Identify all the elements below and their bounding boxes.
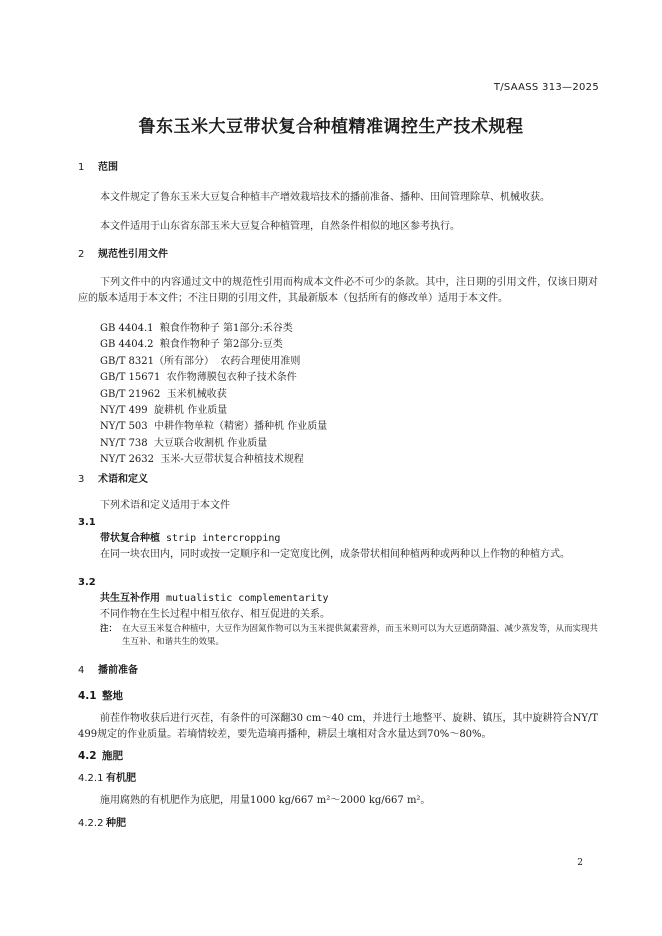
reference-item: GB/T 21962 玉米机械收获 — [100, 388, 227, 400]
reference-item: NY/T 738 大豆联合收割机 作业质量 — [100, 437, 268, 449]
tillage-paragraph: 前茬作物收获后进行灭茬，有条件的可深翻30 cm～40 cm，并进行土地整平、旋耕、镇压，其中旋耕符合NY/T 499规定的作业质量。若墒情较差，要先造墒再播种，耕层土壤相对含水量达到70%～80%。 — [78, 713, 598, 740]
section-heading-scope: 1 范围 — [78, 162, 118, 173]
references-intro: 下列文件中的内容通过文中的规范性引用而构成本文件必不可少的条款。其中，注日期的引用文件，仅该日期对应的版本适用于本文件；不注日期的引用文件，其最新版本（包括所有的修改单）适用于本文件。 — [78, 277, 598, 304]
page-number: 2 — [577, 858, 583, 868]
note-label: 注： — [100, 624, 118, 634]
section-heading-references: 2 规范性引用文件 — [78, 249, 168, 260]
term-title: 共生互补作用 mutualistic complementarity — [100, 593, 329, 604]
reference-item: GB/T 8321（所有部分） 农药合理使用准则 — [100, 355, 301, 367]
section-heading-terms: 3 术语和定义 — [78, 474, 148, 485]
reference-item: GB/T 15671 农作物薄膜包衣种子技术条件 — [100, 372, 297, 384]
term-number: 3.2 — [78, 577, 96, 588]
reference-item: NY/T 2632 玉米-大豆带状复合种植技术规程 — [100, 454, 304, 466]
scope-paragraph-1: 本文件规定了鲁东玉米大豆复合种植丰产增效栽培技术的播前准备、播种、田间管理除草、机械收获。 — [100, 192, 550, 203]
subsection-heading-4-1: 4.1 整地 — [78, 690, 123, 702]
scope-paragraph-2: 本文件适用于山东省东部玉米大豆复合种植管理，自然条件相似的地区参考执行。 — [100, 221, 460, 232]
organic-fertilizer-paragraph: 施用腐熟的有机肥作为底肥，用量1000 kg/667 m²～2000 kg/667 m²。 — [100, 795, 431, 806]
subsection-heading-4-2-1: 4.2.1 有机肥 — [78, 773, 136, 784]
reference-item: NY/T 499 旋耕机 作业质量 — [100, 405, 228, 417]
terms-intro: 下列术语和定义适用于本文件 — [100, 500, 230, 511]
term-3-1 — [78, 515, 598, 563]
reference-list — [78, 321, 598, 469]
section-heading-preparation: 4 播前准备 — [78, 665, 138, 676]
term-number: 3.1 — [78, 517, 96, 528]
reference-item: GB 4404.1 粮食作物种子 第1部分:禾谷类 — [100, 323, 293, 334]
standard-number: T/SAASS 313—2025 — [493, 82, 599, 93]
term-3-2 — [78, 575, 598, 649]
subsection-heading-4-2: 4.2 施肥 — [78, 750, 123, 762]
term-note — [78, 623, 598, 649]
reference-item: NY/T 503 中耕作物单粒（精密）播种机 作业质量 — [100, 421, 328, 433]
term-title: 带状复合种植 strip intercropping — [100, 533, 281, 544]
document-title: 鲁东玉米大豆带状复合种植精准调控生产技术规程 — [138, 117, 524, 137]
reference-item: GB 4404.2 粮食作物种子 第2部分:豆类 — [100, 339, 283, 351]
term-definition: 不同作物在生长过程中相互依存、相互促进的关系。 — [100, 609, 330, 620]
term-definition: 在同一块农田内，同时或按一定顺序和一定宽度比例，成条带状相间种植两种或两种以上作物的种植方式。 — [100, 549, 570, 560]
subsection-heading-4-2-2: 4.2.2 种肥 — [78, 818, 126, 829]
note-text: 在大豆玉米复合种植中，大豆作为固氮作物可以为玉米提供氮素营养，而玉米则可以为大豆遮荫降温、减少蒸发等，从而实现共生互补、和谐共生的效果。 — [122, 624, 599, 647]
